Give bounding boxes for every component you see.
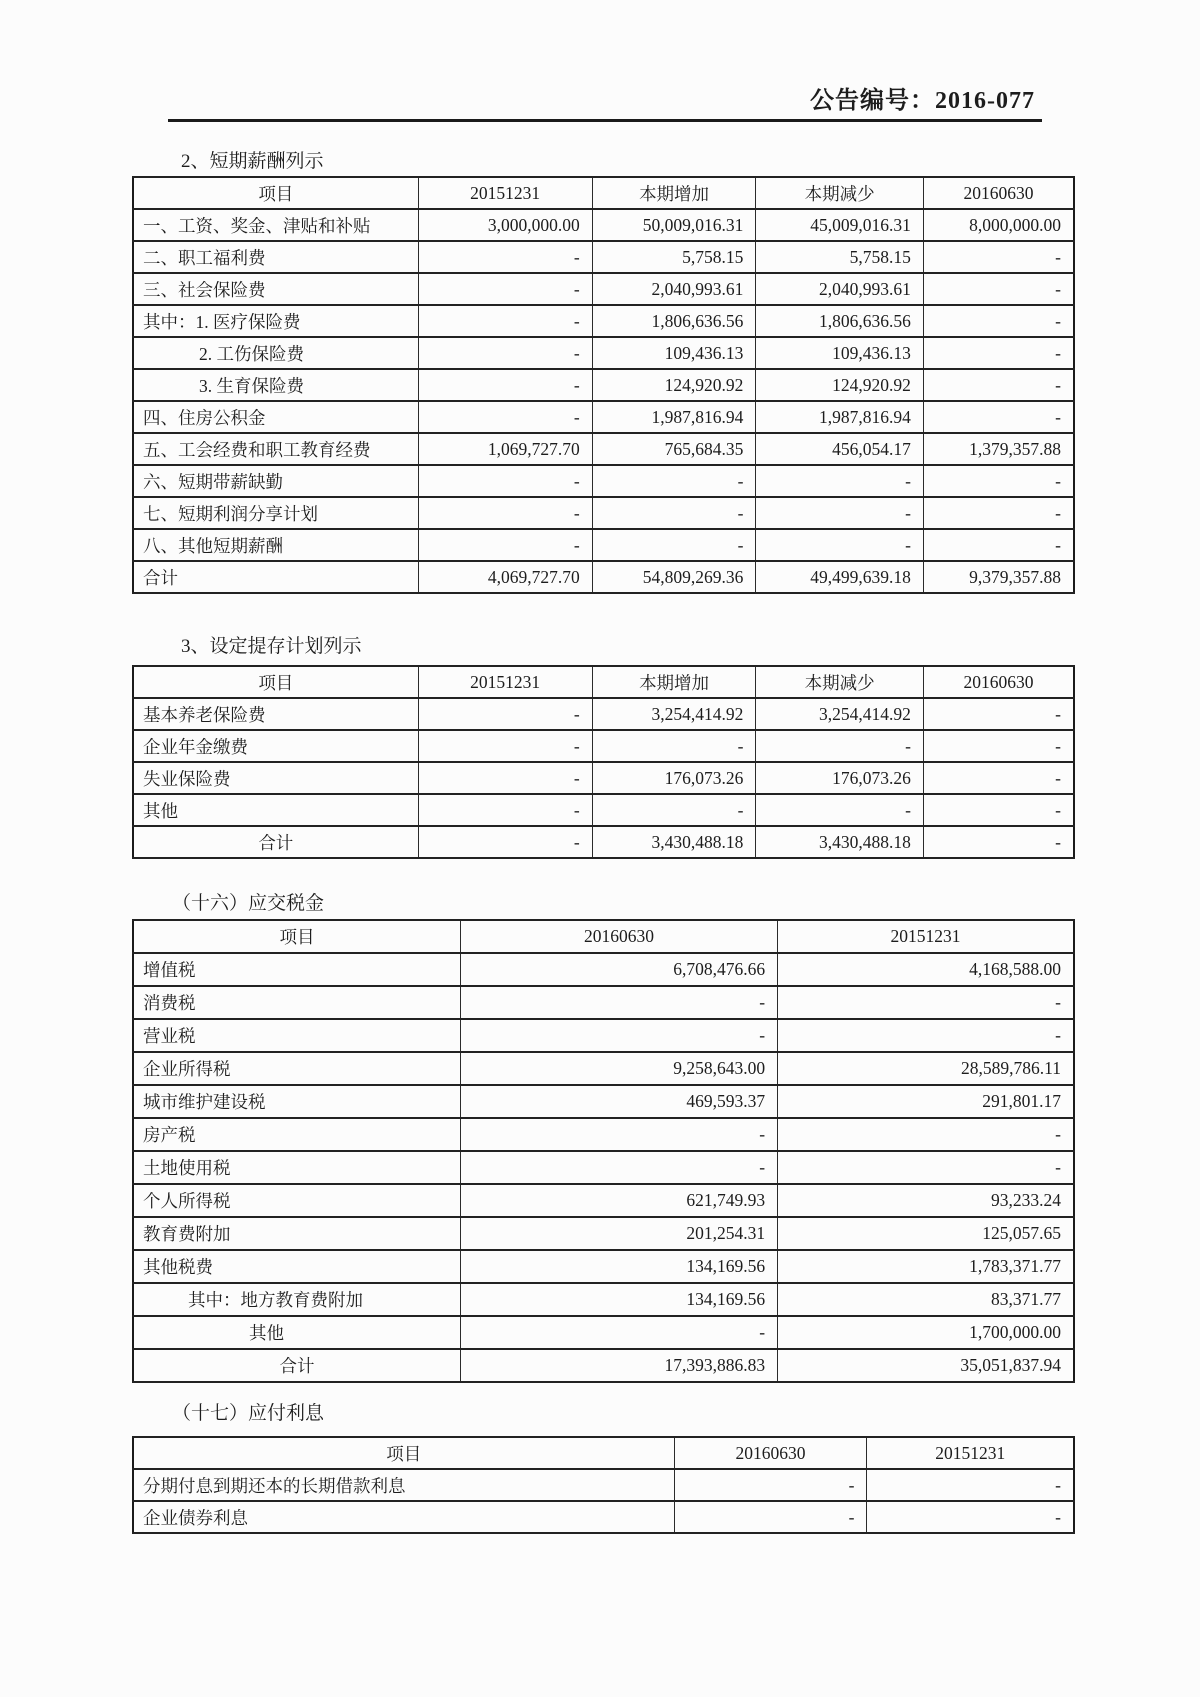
cell-value: 3,430,488.18 [756, 826, 923, 858]
section-title-taxes-payable: （十六）应交税金 [172, 893, 325, 914]
cell-value: 2,040,993.61 [756, 273, 923, 305]
cell-value: 3,254,414.92 [756, 698, 923, 730]
table-interest-payable [132, 1436, 1075, 1534]
table-row [133, 1316, 1074, 1349]
cell-value: - [756, 497, 923, 529]
cell-value: - [923, 401, 1074, 433]
cell-value: - [674, 1501, 867, 1533]
cell-value: 3,254,414.92 [592, 698, 756, 730]
row-label: 八、其他短期薪酬 [133, 529, 418, 561]
row-label: 失业保险费 [133, 762, 418, 794]
cell-value: 1,987,816.94 [592, 401, 756, 433]
cell-value: - [923, 794, 1074, 826]
cell-value: - [923, 241, 1074, 273]
cell-value: 3,430,488.18 [592, 826, 756, 858]
cell-value: - [418, 401, 592, 433]
cell-value: - [460, 1118, 777, 1151]
table-header-row [133, 920, 1074, 953]
table-taxes-payable [132, 919, 1075, 1383]
cell-value: - [592, 465, 756, 497]
table-row [133, 273, 1074, 305]
table-row [133, 1349, 1074, 1382]
cell-value: - [923, 698, 1074, 730]
column-header: 项目 [133, 666, 418, 698]
cell-value: 176,073.26 [756, 762, 923, 794]
row-label: 企业所得税 [133, 1052, 460, 1085]
cell-value: - [778, 1019, 1074, 1052]
cell-value: 124,920.92 [756, 369, 923, 401]
cell-value: 45,009,016.31 [756, 209, 923, 241]
table-row [133, 1085, 1074, 1118]
cell-value: - [460, 1316, 777, 1349]
cell-value: 2,040,993.61 [592, 273, 756, 305]
table-row [133, 762, 1074, 794]
cell-value: 50,009,016.31 [592, 209, 756, 241]
cell-value: - [592, 730, 756, 762]
cell-value: - [418, 698, 592, 730]
cell-value: 5,758.15 [756, 241, 923, 273]
cell-value: 54,809,269.36 [592, 561, 756, 593]
row-label: 其他 [133, 794, 418, 826]
table-row [133, 986, 1074, 1019]
cell-value: - [460, 1151, 777, 1184]
cell-value: - [674, 1469, 867, 1501]
cell-value: 8,000,000.00 [923, 209, 1074, 241]
row-label: 2. 工伤保险费 [133, 337, 418, 369]
cell-value: 1,700,000.00 [778, 1316, 1074, 1349]
row-label: 四、住房公积金 [133, 401, 418, 433]
section-title-interest-payable: （十七）应付利息 [172, 1403, 325, 1424]
row-label: 其他税费 [133, 1250, 460, 1283]
table-defined-contribution-plan [132, 665, 1075, 859]
cell-value: - [418, 305, 592, 337]
row-label: 企业年金缴费 [133, 730, 418, 762]
table-row [133, 497, 1074, 529]
cell-value: 3,000,000.00 [418, 209, 592, 241]
table-header-row [133, 666, 1074, 698]
column-header: 本期减少 [756, 177, 923, 209]
cell-value: 1,806,636.56 [756, 305, 923, 337]
table-row [133, 369, 1074, 401]
cell-value: 5,758.15 [592, 241, 756, 273]
table-row [133, 730, 1074, 762]
cell-value: - [418, 730, 592, 762]
column-header: 20151231 [778, 920, 1074, 953]
column-header: 项目 [133, 920, 460, 953]
table-row [133, 241, 1074, 273]
row-label: 合计 [133, 561, 418, 593]
cell-value: - [923, 497, 1074, 529]
table-row [133, 1052, 1074, 1085]
cell-value: - [778, 1151, 1074, 1184]
cell-value: - [756, 465, 923, 497]
table-row [133, 337, 1074, 369]
cell-value: - [867, 1469, 1074, 1501]
cell-value: 469,593.37 [460, 1085, 777, 1118]
cell-value: - [923, 730, 1074, 762]
table-row [133, 1501, 1074, 1533]
row-label: 三、社会保险费 [133, 273, 418, 305]
cell-value: - [923, 529, 1074, 561]
cell-value: 1,379,357.88 [923, 433, 1074, 465]
cell-value: 35,051,837.94 [778, 1349, 1074, 1382]
cell-value: 201,254.31 [460, 1217, 777, 1250]
row-label: 3. 生育保险费 [133, 369, 418, 401]
table-row [133, 1283, 1074, 1316]
cell-value: - [923, 369, 1074, 401]
cell-value: - [923, 826, 1074, 858]
cell-value: - [778, 1118, 1074, 1151]
cell-value: - [418, 826, 592, 858]
cell-value: - [923, 337, 1074, 369]
row-label: 城市维护建设税 [133, 1085, 460, 1118]
row-label: 个人所得税 [133, 1184, 460, 1217]
table-row [133, 1184, 1074, 1217]
table-row [133, 953, 1074, 986]
cell-value: 134,169.56 [460, 1250, 777, 1283]
column-header: 项目 [133, 1437, 674, 1469]
cell-value: - [418, 529, 592, 561]
table-row [133, 1151, 1074, 1184]
table-row [133, 209, 1074, 241]
cell-value: 125,057.65 [778, 1217, 1074, 1250]
row-label: 其中：地方教育费附加 [133, 1283, 460, 1316]
cell-value: 134,169.56 [460, 1283, 777, 1316]
cell-value: - [418, 465, 592, 497]
table-row [133, 465, 1074, 497]
table-row [133, 1469, 1074, 1501]
column-header: 20160630 [674, 1437, 867, 1469]
cell-value: - [923, 762, 1074, 794]
cell-value: - [418, 337, 592, 369]
cell-value: 4,168,588.00 [778, 953, 1074, 986]
column-header: 20151231 [418, 666, 592, 698]
cell-value: 765,684.35 [592, 433, 756, 465]
cell-value: - [418, 241, 592, 273]
row-label: 合计 [133, 826, 418, 858]
row-label: 消费税 [133, 986, 460, 1019]
header-rule [168, 119, 1042, 122]
cell-value: - [418, 497, 592, 529]
row-label: 企业债券利息 [133, 1501, 674, 1533]
cell-value: - [923, 305, 1074, 337]
cell-value: - [592, 497, 756, 529]
table-row [133, 529, 1074, 561]
column-header: 20160630 [923, 666, 1074, 698]
cell-value: - [756, 794, 923, 826]
cell-value: 28,589,786.11 [778, 1052, 1074, 1085]
section-title-short-term-compensation: 2、短期薪酬列示 [181, 151, 324, 172]
row-label: 营业税 [133, 1019, 460, 1052]
column-header: 项目 [133, 177, 418, 209]
table-row [133, 826, 1074, 858]
cell-value: 456,054.17 [756, 433, 923, 465]
cell-value: - [460, 986, 777, 1019]
table-short-term-compensation [132, 176, 1075, 594]
table-row [133, 1217, 1074, 1250]
row-label: 教育费附加 [133, 1217, 460, 1250]
cell-value: - [418, 273, 592, 305]
cell-value: - [778, 986, 1074, 1019]
table-row [133, 401, 1074, 433]
cell-value: - [460, 1019, 777, 1052]
row-label: 合计 [133, 1349, 460, 1382]
column-header: 20151231 [418, 177, 592, 209]
row-label: 其他 [133, 1316, 460, 1349]
table-row [133, 561, 1074, 593]
column-header: 本期增加 [592, 666, 756, 698]
row-label: 二、职工福利费 [133, 241, 418, 273]
table-row [133, 1118, 1074, 1151]
cell-value: 291,801.17 [778, 1085, 1074, 1118]
cell-value: - [867, 1501, 1074, 1533]
row-label: 分期付息到期还本的长期借款利息 [133, 1469, 674, 1501]
column-header: 20151231 [867, 1437, 1074, 1469]
cell-value: - [756, 730, 923, 762]
cell-value: 1,987,816.94 [756, 401, 923, 433]
table-header-row [133, 177, 1074, 209]
cell-value: - [418, 794, 592, 826]
cell-value: 109,436.13 [592, 337, 756, 369]
row-label: 土地使用税 [133, 1151, 460, 1184]
cell-value: 83,371.77 [778, 1283, 1074, 1316]
cell-value: 93,233.24 [778, 1184, 1074, 1217]
cell-value: - [418, 762, 592, 794]
cell-value: - [923, 465, 1074, 497]
table-row [133, 1250, 1074, 1283]
cell-value: - [923, 273, 1074, 305]
cell-value: 1,783,371.77 [778, 1250, 1074, 1283]
cell-value: - [756, 529, 923, 561]
cell-value: 1,806,636.56 [592, 305, 756, 337]
row-label: 七、短期利润分享计划 [133, 497, 418, 529]
cell-value: 9,258,643.00 [460, 1052, 777, 1085]
cell-value: 176,073.26 [592, 762, 756, 794]
doc-number: 公告编号：2016-077 [810, 88, 1035, 114]
table-row [133, 305, 1074, 337]
cell-value: 621,749.93 [460, 1184, 777, 1217]
cell-value: 17,393,886.83 [460, 1349, 777, 1382]
row-label: 五、工会经费和职工教育经费 [133, 433, 418, 465]
cell-value: 49,499,639.18 [756, 561, 923, 593]
cell-value: 6,708,476.66 [460, 953, 777, 986]
table-row [133, 698, 1074, 730]
cell-value: 1,069,727.70 [418, 433, 592, 465]
row-label: 基本养老保险费 [133, 698, 418, 730]
table-header-row [133, 1437, 1074, 1469]
row-label: 房产税 [133, 1118, 460, 1151]
cell-value: - [592, 794, 756, 826]
cell-value: 109,436.13 [756, 337, 923, 369]
column-header: 本期增加 [592, 177, 756, 209]
cell-value: 4,069,727.70 [418, 561, 592, 593]
row-label: 其中：1. 医疗保险费 [133, 305, 418, 337]
column-header: 20160630 [923, 177, 1074, 209]
section-title-defined-contribution-plan: 3、设定提存计划列示 [181, 636, 362, 657]
column-header: 20160630 [460, 920, 777, 953]
table-row [133, 794, 1074, 826]
cell-value: - [418, 369, 592, 401]
table-row [133, 433, 1074, 465]
table-row [133, 1019, 1074, 1052]
column-header: 本期减少 [756, 666, 923, 698]
cell-value: - [592, 529, 756, 561]
cell-value: 9,379,357.88 [923, 561, 1074, 593]
row-label: 六、短期带薪缺勤 [133, 465, 418, 497]
cell-value: 124,920.92 [592, 369, 756, 401]
row-label: 一、工资、奖金、津贴和补贴 [133, 209, 418, 241]
row-label: 增值税 [133, 953, 460, 986]
